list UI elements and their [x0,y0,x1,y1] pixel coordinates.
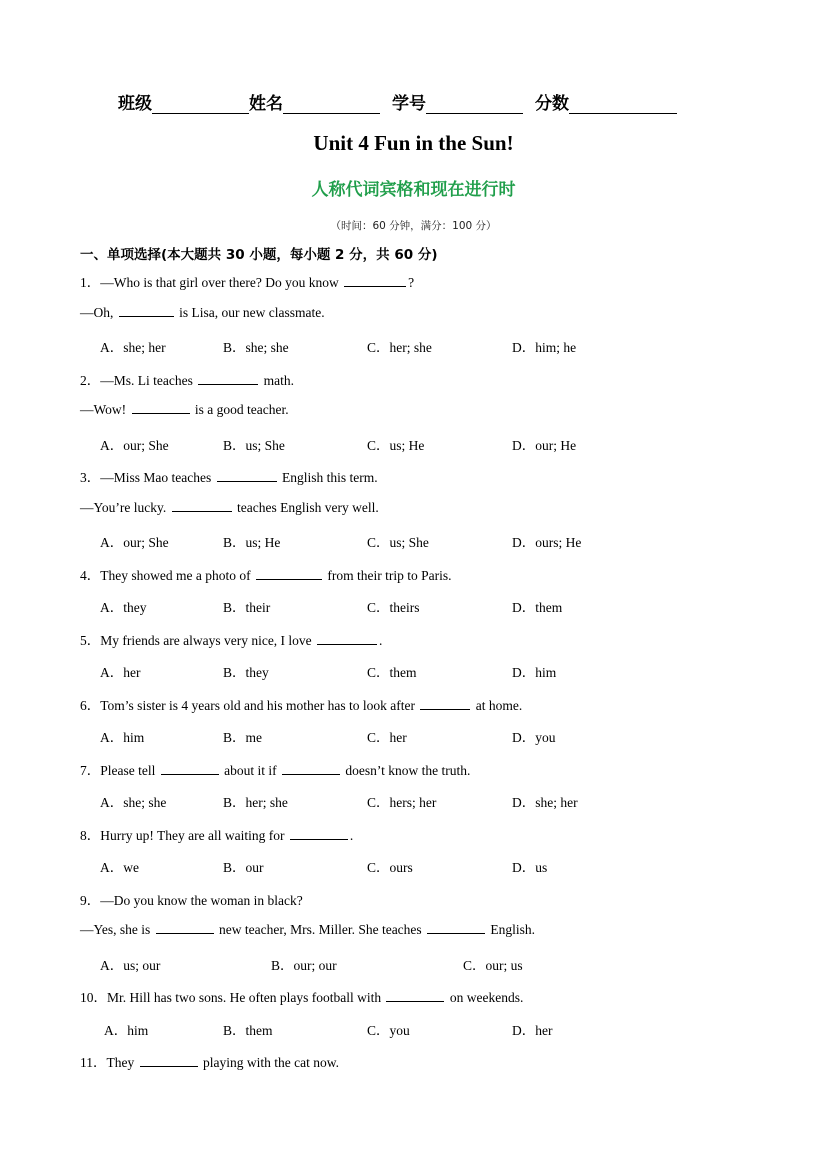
question-number: 8． [80,828,101,843]
option-a[interactable]: A．they [100,600,147,615]
option-a[interactable]: A．our; She [100,535,169,550]
question-2-reply [80,401,289,418]
score-blank[interactable] [569,93,677,114]
question-text: . [349,828,354,843]
name-blank[interactable] [283,93,380,114]
option-d[interactable]: D．us [512,860,548,875]
answer-blank [282,762,340,775]
question-text: about it if [220,763,280,778]
option-b[interactable]: B．her; she [223,795,288,810]
question-text: math. [260,373,294,388]
answer-blank [140,1054,198,1067]
answer-blank [132,401,190,414]
answer-blank [386,989,444,1002]
question-text: —Do you know the woman in black? [100,893,303,908]
question-1-reply [80,304,325,321]
answer-blank [119,304,174,317]
section-title: 一、单项选择(本大题共 30 小题，每小题 2 分，共 60 分) [80,247,438,263]
answer-blank [156,921,214,934]
question-text: English this term. [278,470,378,485]
question-text: —Wow! [80,402,130,417]
question-text: ? [408,275,415,290]
question-number: 3． [80,470,101,485]
answer-blank [172,499,232,512]
question-1-stem [80,271,414,291]
option-c[interactable]: C．her; she [367,340,432,355]
page-title: Unit 4 Fun in the Sun! [313,131,514,155]
question-4-stem [80,564,451,584]
option-a[interactable]: A．him [104,1023,149,1038]
answer-blank [198,372,258,385]
question-10-stem [80,986,523,1006]
option-b[interactable]: B．their [223,600,271,615]
question-text: They showed me a photo of [100,568,254,583]
question-text: —You’re lucky. [80,500,170,515]
question-text: playing with the cat now. [199,1055,339,1070]
question-text: is Lisa, our new classmate. [175,305,325,320]
student-id-blank[interactable] [426,93,523,114]
question-9-reply [80,921,535,938]
student-info-line [118,89,718,115]
question-number: 7． [80,763,101,778]
option-a[interactable]: A．she; her [100,340,166,355]
option-d[interactable]: D．ours; He [512,535,582,550]
option-d[interactable]: D．her [512,1023,553,1038]
option-a[interactable]: A．her [100,665,141,680]
option-b[interactable]: B．she; she [223,340,289,355]
option-a[interactable]: A．us; our [100,958,161,973]
question-text: Hurry up! They are all waiting for [100,828,288,843]
score-label: 分数 [535,94,569,114]
option-d[interactable]: D．him; he [512,340,577,355]
question-text: doesn’t know the truth. [341,763,471,778]
question-number: 10． [80,990,107,1005]
option-b[interactable]: B．them [223,1023,273,1038]
answer-blank [256,567,322,580]
question-text: —Ms. Li teaches [100,373,197,388]
option-a[interactable]: A．our; She [100,438,169,453]
student-id-label: 学号 [392,94,426,114]
option-c[interactable]: C．us; She [367,535,429,550]
question-text: —Yes, she is [80,922,154,937]
answer-blank [317,632,377,645]
question-number: 1． [80,275,101,290]
question-9-stem [80,889,303,909]
answer-blank [344,274,406,287]
option-b[interactable]: B．us; He [223,535,281,550]
question-text: They [106,1055,138,1070]
option-c[interactable]: C．her [367,730,407,745]
option-a[interactable]: A．she; she [100,795,167,810]
name-label: 姓名 [249,94,283,114]
page-subtitle: 人称代词宾格和现在进行时 [311,180,516,200]
option-b[interactable]: B．me [223,730,262,745]
option-d[interactable]: D．she; her [512,795,578,810]
question-number: 5． [80,633,101,648]
option-c[interactable]: C．them [367,665,417,680]
option-a[interactable]: A．him [100,730,145,745]
question-8-stem [80,824,353,844]
question-text: is a good teacher. [191,402,289,417]
question-number: 6． [80,698,101,713]
question-text: —Miss Mao teaches [100,470,215,485]
question-number: 11． [80,1055,107,1070]
option-b[interactable]: B．our [223,860,264,875]
option-a[interactable]: A．we [100,860,139,875]
class-label: 班级 [118,94,152,114]
option-d[interactable]: D．them [512,600,563,615]
option-b[interactable]: B．they [223,665,269,680]
question-6-stem [80,694,522,714]
question-2-stem [80,369,294,389]
class-blank[interactable] [152,93,249,114]
question-11-stem [80,1051,339,1071]
question-text: English. [487,922,536,937]
question-text: teaches English very well. [233,500,379,515]
time-note: （时间：60 分钟，满分：100 分） [330,220,497,232]
answer-blank [420,697,470,710]
question-text: Tom’s sister is 4 years old and his mother has to look after [100,698,419,713]
option-d[interactable]: D．our; He [512,438,577,453]
question-7-stem [80,759,470,779]
question-text: on weekends. [446,990,524,1005]
question-text: from their trip to Paris. [323,568,452,583]
question-text: Please tell [100,763,159,778]
question-text: . [379,633,383,648]
question-text: —Oh, [80,305,117,320]
question-text: new teacher, Mrs. Miller. She teaches [215,922,426,937]
option-c[interactable]: C．ours [367,860,413,875]
option-d[interactable]: D．you [512,730,556,745]
answer-blank [427,921,485,934]
answer-blank [217,469,277,482]
question-number: 9． [80,893,101,908]
question-3-stem [80,466,378,486]
question-number: 2． [80,373,101,388]
question-3-reply [80,499,379,516]
answer-blank [161,762,219,775]
option-c[interactable]: C．us; He [367,438,425,453]
option-c[interactable]: C．you [367,1023,410,1038]
option-c[interactable]: C．theirs [367,600,420,615]
option-c[interactable]: C．hers; her [367,795,437,810]
question-number: 4． [80,568,101,583]
question-text: My friends are always very nice, I love [100,633,316,648]
question-text: —Who is that girl over there? Do you know [100,275,343,290]
option-d[interactable]: D．him [512,665,557,680]
question-5-stem [80,629,382,649]
option-b[interactable]: B．our; our [271,958,337,973]
question-text: Mr. Hill has two sons. He often plays football with [107,990,385,1005]
answer-blank [290,827,348,840]
question-text: at home. [472,698,523,713]
option-b[interactable]: B．us; She [223,438,285,453]
option-c[interactable]: C．our; us [463,958,523,973]
